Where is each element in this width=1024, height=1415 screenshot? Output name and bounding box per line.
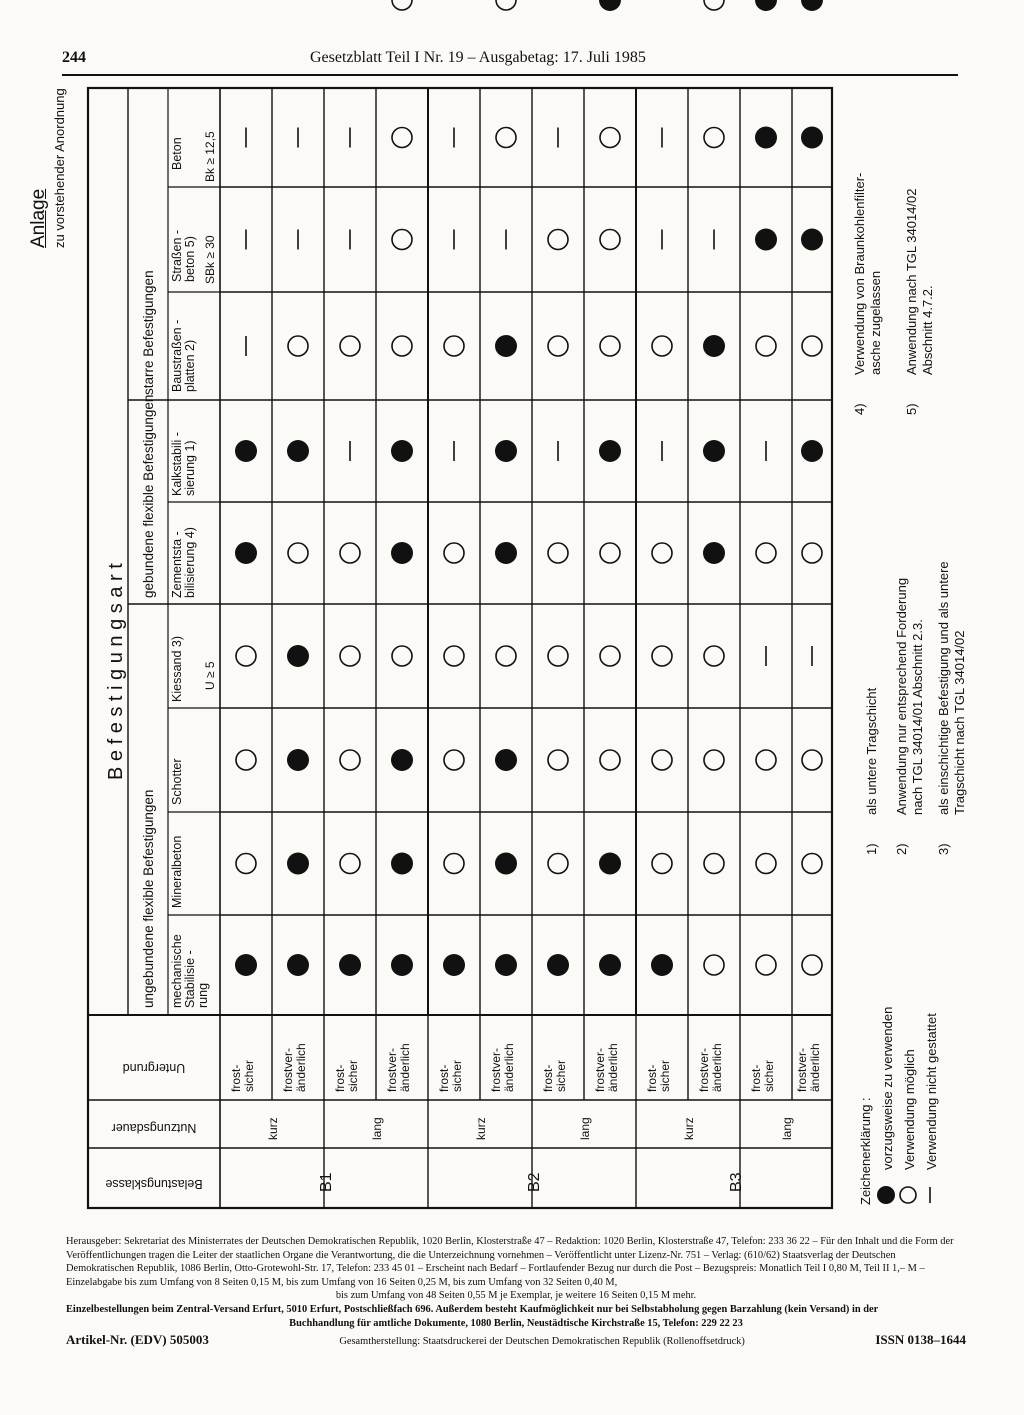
mark-preferred [599,440,621,462]
mark-possible [340,854,360,874]
row-untergrund [749,1060,776,1092]
col-strassenbeton-line: beton 5) [183,236,197,282]
col-zementstabilisierung [170,527,197,598]
col-beton-line: Beton [170,137,184,170]
row-untergrund [795,1043,822,1092]
mark-possible [802,336,822,356]
mark-preferred [391,440,413,462]
row-untergrund-line: frost- [749,1064,763,1092]
col-baustrassenplatten-line: platten 2) [183,339,197,392]
col-schotter [170,758,184,805]
mark-possible [392,646,412,666]
legend-item [924,1013,939,1170]
mark-preferred [599,853,621,875]
mark-possible [392,230,412,250]
mark-possible [236,750,256,770]
mark-preferred [651,954,673,976]
mark-possible [548,230,568,250]
mark-possible [802,955,822,975]
mark-preferred [495,542,517,564]
legend-item-line: Verwendung möglich [902,1049,917,1170]
category-gebunden-line: gebundene flexible Befestigungen [141,394,156,598]
row-untergrund-line: sicher [554,1059,568,1092]
mark-possible [392,0,412,10]
col-baustrassenplatten-line: Baustraßen - [170,319,184,392]
col-strassenbeton-note [203,235,217,284]
page-number: 244 [62,49,86,66]
mark-possible [288,543,308,563]
col-mechanische-stabilisierung-line: mechanische [170,934,184,1008]
row-nutzungsdauer-line: lang [578,1117,592,1140]
mark-possible [600,128,620,148]
mark-possible [802,750,822,770]
row-untergrund-line: sicher [346,1059,360,1092]
mark-possible [340,646,360,666]
mark-possible [236,854,256,874]
col-kiessand [170,636,184,702]
row-nutzungsdauer [578,1117,592,1140]
mark-preferred [599,0,621,11]
row-untergrund [489,1043,516,1092]
category-gebunden [141,395,156,598]
row-untergrund [541,1060,568,1092]
footnote-text [894,578,925,815]
row-untergrund-line: sicher [242,1059,256,1092]
mark-preferred [801,229,823,251]
footer-bookshop: Buchhandlung für amtliche Dokumente, 1080 Berlin, Neustädtische Kirchstraße 15, Telefon: 229 22 23 [289,1317,743,1329]
mark-possible [704,854,724,874]
row-untergrund-line: änderlich [398,1043,412,1092]
publication-footer [66,1235,966,1349]
footer-orders: Einzelbestellungen beim Zentral-Versand Erfurt, 5010 Erfurt, Postschließfach 696. Außerdem besteht Kaufmöglichkeit nur bei Selbstabholung gegen Barzahlung (kein Versand) in der [66,1303,879,1315]
mark-preferred [391,749,413,771]
row-untergrund [281,1043,308,1092]
mark-possible [600,750,620,770]
mark-possible [444,336,464,356]
row-untergrund-line: frostver- [489,1047,503,1092]
mark-preferred [443,954,465,976]
row-untergrund [697,1043,724,1092]
legend-symbol-possible [900,1187,916,1203]
row-untergrund-line: frostver- [281,1047,295,1092]
footnote-number [864,843,879,855]
col-mineralbeton [170,836,184,908]
mark-possible [652,336,672,356]
col-zementstabilisierung-line: Zementsta - [170,531,184,598]
mark-preferred [287,440,309,462]
mark-possible [600,230,620,250]
header-title: Gesetzblatt Teil I Nr. 19 – Ausgabetag: 17. Juli 1985 [310,49,646,66]
mark-preferred [599,954,621,976]
mark-possible [340,336,360,356]
row-untergrund-line: änderlich [808,1043,822,1092]
col-beton [170,137,184,170]
legend-item [880,1007,895,1170]
footnote-number [936,843,951,855]
mark-preferred [339,954,361,976]
row-untergrund-line: änderlich [710,1043,724,1092]
mark-possible [548,750,568,770]
col-beton-note [203,131,217,182]
row-untergrund-line: frostver- [593,1047,607,1092]
mark-possible [444,854,464,874]
row-untergrund-line: sicher [658,1059,672,1092]
footnote-text-line: als einschichtige Befestigung und als untere [936,561,951,815]
row-nutzungsdauer [266,1117,280,1140]
row-untergrund-line: frostver- [795,1047,809,1092]
footnote-text [852,173,883,375]
mark-possible [496,0,516,10]
mark-preferred [495,335,517,357]
mark-possible [340,750,360,770]
mark-preferred [801,440,823,462]
mark-preferred [287,954,309,976]
footnote-number-line: 4) [852,403,867,415]
mark-possible [756,854,776,874]
mark-possible [236,646,256,666]
mark-possible [756,750,776,770]
footer-imprint-cont: bis zum Umfang von 48 Seiten 0,55 M je Exemplar, je weitere 16 Seiten 0,15 M mehr. [335,1290,697,1302]
col-kalkstabilisierung-line: sierung 1) [183,440,197,496]
row-belastungsklasse-line: B1 [318,1172,335,1192]
row-untergrund-line: frost- [541,1064,555,1092]
col-strassenbeton-line: Straßen - [170,229,184,282]
footnote-text-line: Tragschicht nach TGL 34014/02 [952,630,967,815]
row-nutzungsdauer [370,1117,384,1140]
col-kiessand-note [203,661,217,690]
row-untergrund [645,1060,672,1092]
mark-preferred [703,542,725,564]
mark-possible [288,336,308,356]
col-mechanische-stabilisierung [170,934,210,1008]
group-title [105,563,127,780]
mark-possible [392,336,412,356]
mark-possible [652,854,672,874]
mark-preferred [703,335,725,357]
col-kalkstabilisierung [170,432,197,496]
mark-possible [600,543,620,563]
footnote-text-line: Anwendung nur entsprechend Forderung [894,577,909,815]
row-header-belastungsklasse: Belastungsklasse [105,1177,203,1191]
mark-preferred [755,127,777,149]
mark-preferred [391,542,413,564]
row-untergrund [333,1060,360,1092]
mark-preferred [755,0,777,11]
footnote-number-line: 2) [894,843,909,855]
row-belastungsklasse [728,1172,745,1192]
row-untergrund [385,1043,412,1092]
footnote-number [904,403,919,415]
row-untergrund-line: frost- [333,1064,347,1092]
col-zementstabilisierung-line: bilisierung 4) [183,527,197,598]
mark-preferred [391,853,413,875]
mark-possible [802,854,822,874]
legend-symbol-preferred [877,1186,895,1204]
mark-preferred [495,954,517,976]
mark-possible [548,854,568,874]
mark-possible [444,646,464,666]
row-header-untergrund: Untergrund [122,1061,186,1075]
mark-preferred [801,127,823,149]
col-strassenbeton-note-line: SBk ≥ 30 [203,235,217,284]
mark-possible [496,646,516,666]
mark-possible [444,543,464,563]
legend-title [858,1097,873,1205]
mark-possible [756,543,776,563]
mark-possible [652,543,672,563]
mark-possible [548,543,568,563]
category-ungebunden [141,790,156,1008]
row-untergrund [229,1060,256,1092]
mark-preferred [235,440,257,462]
mark-preferred [801,0,823,11]
row-header-nutzungsdauer: Nutzungsdauer [111,1121,197,1135]
mark-preferred [495,749,517,771]
legend-item [902,1049,917,1170]
row-untergrund-line: frost- [229,1064,243,1092]
mark-possible [444,750,464,770]
col-baustrassenplatten [170,320,197,392]
mark-possible [600,646,620,666]
footnote-number [852,403,867,415]
row-untergrund-line: frost- [645,1064,659,1092]
footnote-number-line: 1) [864,843,879,855]
row-belastungsklasse-line: B2 [526,1172,543,1192]
footnote-text-line: Verwendung von Braunkohlenfilter- [852,172,867,375]
mark-preferred [547,954,569,976]
mark-possible [548,336,568,356]
legend-item-line: Verwendung nicht gestattet [924,1013,939,1170]
mark-possible [756,955,776,975]
annex-title: Anlage [28,188,49,248]
col-strassenbeton [170,230,197,282]
group-title-line: B e f e s t i g u n g s a r t [105,563,127,780]
col-kiessand-line: Kiessand 3) [170,635,184,702]
issn: ISSN 0138–1644 [875,1332,966,1348]
row-belastungsklasse [318,1172,335,1192]
col-mechanische-stabilisierung-line: Stabilisie - [183,950,197,1008]
mark-possible [802,543,822,563]
footnote-text-line: nach TGL 34014/01 Abschnitt 2.3. [910,619,925,815]
row-nutzungsdauer [682,1117,696,1140]
category-ungebunden-line: ungebundene flexible Befestigungen [141,789,156,1008]
mark-preferred [287,645,309,667]
row-untergrund-line: frostver- [385,1047,399,1092]
footnote-number [894,843,909,855]
col-schotter-line: Schotter [170,758,184,805]
mark-possible [704,955,724,975]
legend-title-line: Zeichenerklärung : [858,1097,873,1205]
row-belastungsklasse-line: B3 [728,1172,745,1192]
mark-preferred [495,440,517,462]
mark-preferred [287,853,309,875]
row-nutzungsdauer-line: kurz [266,1117,280,1140]
mark-possible [704,128,724,148]
mark-preferred [495,853,517,875]
footnote-text-line: als untere Tragschicht [864,687,879,815]
col-beton-note-line: Bk ≥ 12,5 [203,131,217,182]
mark-possible [548,646,568,666]
row-untergrund-line: frostver- [697,1047,711,1092]
mark-preferred [703,440,725,462]
col-mineralbeton-line: Mineralbeton [170,835,184,908]
footer-imprint: Herausgeber: Sekretariat des Ministerrates der Deutschen Demokratischen Republik, 1020 Berlin, Klosterstraße 47 – Redaktion: 1020 Berlin, Klosterstraße 47, Telefon: 233 36 22 – Für den Inhalt und die Form der Veröffentlichungen tragen die Leiter der staatlichen Organe die Verantwortung, die die Unterzeichnung vornehmen – Veröffentlicht unter Lizenz-Nr. 751 – Verlag: (610/62) Staatsverlag der Deutschen Demokratischen Republik, 1086 Berlin, Otto-Grotewohl-Str. 17, Telefon: 233 45 01 – Erscheint nach Bedarf – Fortlaufender Bezug nur durch die Post – Bezugspreis: Monatlich Teil I 0,80 M, Teil II 1,– M – Einzelabgabe bis zum Umfang von 8 Seiten 0,15 M, bis zum Umfang von 16 Seiten 0,25 M, bis zum Umfang von 32 Seiten 0,40 M, [66,1236,954,1288]
mark-possible [756,336,776,356]
footnote-text-line: Anwendung nach TGL 34014/02 [904,188,919,375]
col-kalkstabilisierung-line: Kalkstabili - [170,432,184,496]
row-untergrund [593,1043,620,1092]
category-starr-line: starre Befestigungen [141,270,156,395]
footnote-text [864,687,879,815]
row-untergrund-line: änderlich [606,1043,620,1092]
mark-possible [392,128,412,148]
row-nutzungsdauer [780,1117,794,1140]
col-mechanische-stabilisierung-line: rung [196,982,210,1008]
row-belastungsklasse [526,1172,543,1192]
mark-possible [600,336,620,356]
printer-note: Gesamtherstellung: Staatsdruckerei der Deutschen Demokratischen Republik (Rollenoffsetdruck) [339,1336,745,1348]
mark-possible [496,128,516,148]
row-nutzungsdauer-line: kurz [474,1117,488,1140]
row-untergrund-line: sicher [450,1059,464,1092]
mark-possible [652,750,672,770]
legend-item-line: vorzugsweise zu verwenden [880,1006,895,1170]
mark-preferred [235,954,257,976]
row-untergrund-line: sicher [762,1059,776,1092]
mark-possible [704,750,724,770]
row-nutzungsdauer [474,1117,488,1140]
mark-possible [340,543,360,563]
mark-preferred [755,229,777,251]
footnote-text [936,561,967,815]
footnote-text-line: Abschnitt 4.7.2. [920,285,935,375]
footnote-number-line: 3) [936,843,951,855]
row-nutzungsdauer-line: lang [780,1117,794,1140]
footnote-text-line: asche zugelassen [868,270,883,375]
category-starr [141,270,156,395]
col-kiessand-note-line: U ≥ 5 [203,661,217,690]
row-untergrund [437,1060,464,1092]
mark-preferred [235,542,257,564]
mark-preferred [391,954,413,976]
annex-subtitle: zu vorstehender Anordnung [52,88,67,248]
mark-preferred [287,749,309,771]
row-untergrund-line: änderlich [502,1043,516,1092]
footnote-text [904,189,935,375]
row-untergrund-line: änderlich [294,1043,308,1092]
row-nutzungsdauer-line: kurz [682,1117,696,1140]
footnote-number-line: 5) [904,403,919,415]
mark-possible [704,646,724,666]
article-number: Artikel-Nr. (EDV) 505003 [66,1332,209,1348]
mark-possible [652,646,672,666]
row-untergrund-line: frost- [437,1064,451,1092]
mark-possible [704,0,724,10]
row-nutzungsdauer-line: lang [370,1117,384,1140]
